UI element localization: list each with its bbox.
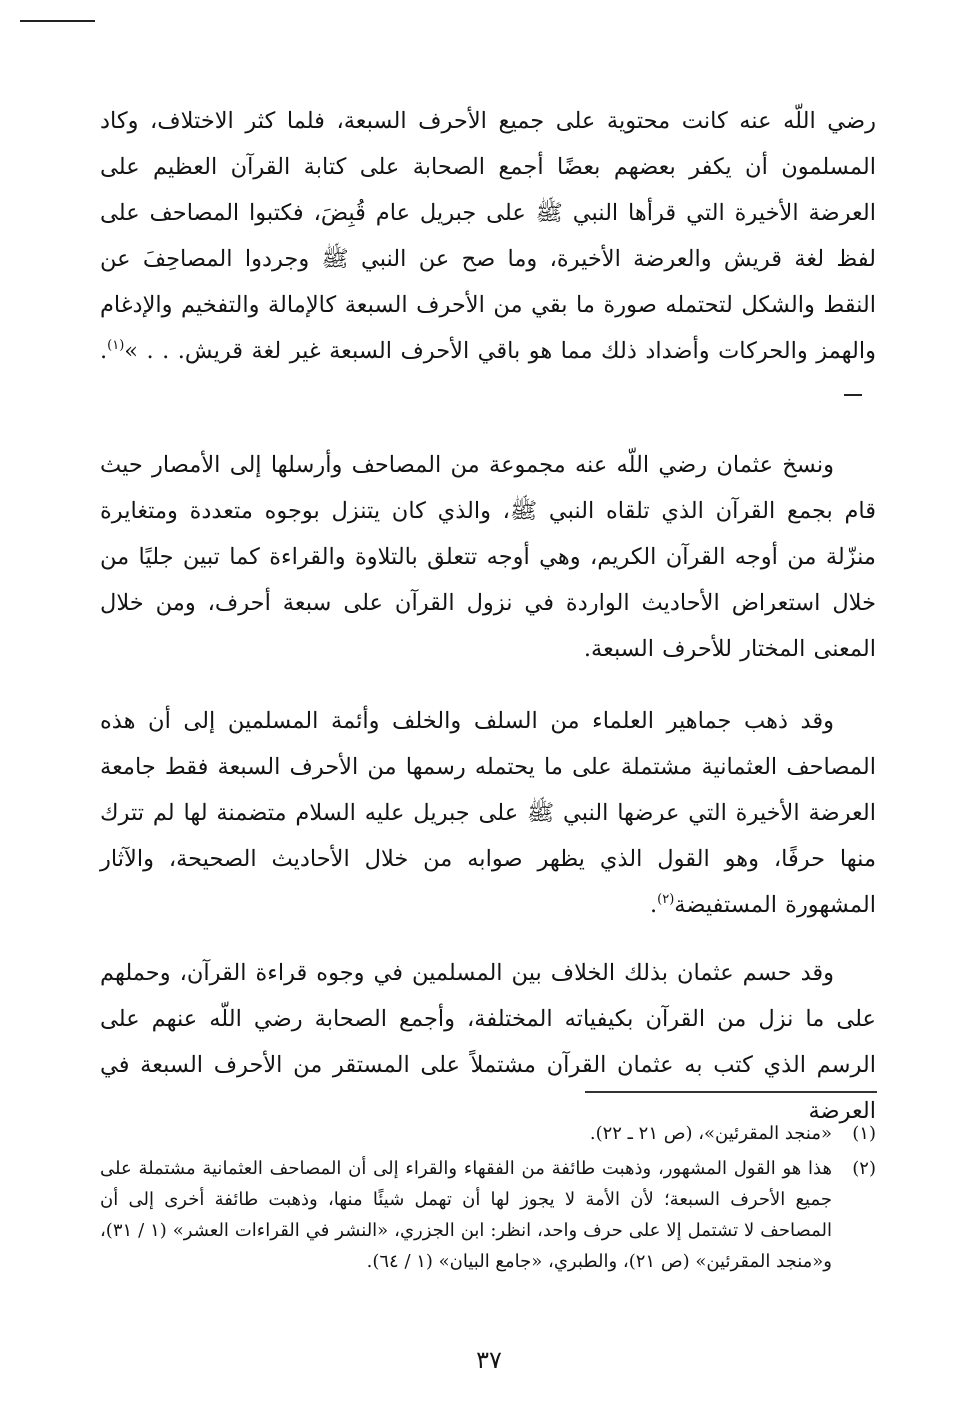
paragraph-1-end: . xyxy=(100,338,108,364)
paragraph-2: ونسخ عثمان رضي اللّه عنه مجموعة من المصاحف وأرسلها إلى الأمصار حيث قام بجمع القرآن الذي تلقاه النبي ﷺ، والذي كان يتنزل بوجوه متعددة ومتغايرة منزّلة من أوجه القرآن الكريم، وهي أوجه تتعلق بالتلاوة والقراءة كما تبين جليًا من خلال استعراض الأحاديث الواردة في نزول القرآن على سبعة أحرف، ومن خلال المعنى المختار للأحرف السبعة. xyxy=(100,452,876,662)
main-text xyxy=(100,98,876,1134)
closing-dash xyxy=(844,394,862,396)
footnote-number: (٢) xyxy=(852,1158,876,1179)
page-number: ٣٧ xyxy=(476,1346,502,1374)
paragraph-1 xyxy=(100,98,876,420)
paragraph-3-end: . xyxy=(649,892,658,918)
paragraph-4: وقد حسم عثمان بذلك الخلاف بين المسلمين في وجوه قراءة القرآن، وحملهم على ما نزل من القرآن بكيفياته المختلفة، وأجمع الصحابة رضي اللّه عنهم على الرسم الذي كتب به عثمان القرآن مشتملاً على المستقر من الأحرف السبعة في العرضة xyxy=(100,960,876,1124)
footnote-ref-1: (١) xyxy=(107,338,125,353)
footnote-text: «منجد المقرئين»، (ص ٢١ ـ ٢٢). xyxy=(589,1123,832,1144)
footnotes xyxy=(100,1118,876,1281)
footnote-separator xyxy=(585,1091,877,1093)
footnote-number: (١) xyxy=(852,1123,876,1144)
paragraph-3-text: وقد ذهب جماهير العلماء من السلف والخلف وأئمة المسلمين إلى أن هذه المصاحف العثمانية مشتملة على ما يحتمله رسمها من الأحرف السبعة فقط جامعة العرضة الأخيرة التي عرضها النبي ﷺ على جبريل عليه السلام متضمنة لها لم تترك منها حرفًا، وهو القول الذي يظهر صوابه من خلال الأحاديث الصحيحة، والآثار المشهورة المستفيضة xyxy=(100,708,876,918)
footnote-2 xyxy=(100,1153,876,1277)
footnote-text: هذا هو القول المشهور، وذهبت طائفة من الفقهاء والقراء إلى أن المصاحف العثمانية مشتملة على جميع الأحرف السبعة؛ لأن الأمة لا يجوز لها أن تهمل شيئًا منها، وذهبت طائفة أخرى إلى أن المصاحف لا تشتمل إلا على حرف واحد، انظر: ابن الجزري، «النشر في القراءات العشر» (١ / ٣١)، و«منجد المقرئين» (ص ٢١)، والطبري، «جامع البيان» (١ / ٦٤). xyxy=(100,1158,832,1272)
footnote-ref-2: (٢) xyxy=(657,892,675,907)
footnote-1 xyxy=(100,1118,876,1149)
paragraph-3 xyxy=(100,698,876,928)
header-rule xyxy=(20,20,95,22)
paragraph-1-text: رضي اللّه عنه كانت محتوية على جميع الأحرف السبعة، فلما كثر الاختلاف، وكاد المسلمون أن يكفر بعضهم بعضًا أجمع الصحابة على كتابة القرآن العظيم على العرضة الأخيرة التي قرأها النبي ﷺ على جبريل عام قُبِضَ، فكتبوا المصاحف على لفظ لغة قريش والعرضة الأخيرة، وما صح عن النبي ﷺ وجردوا المصاحِفَ عن النقط والشكل لتحتمله صورة ما بقي من الأحرف السبعة كالإمالة والتفخيم والإدغام والهمز والحركات وأضداد ذلك مما هو باقي الأحرف السبعة غير لغة قريش. . . » xyxy=(100,108,876,364)
